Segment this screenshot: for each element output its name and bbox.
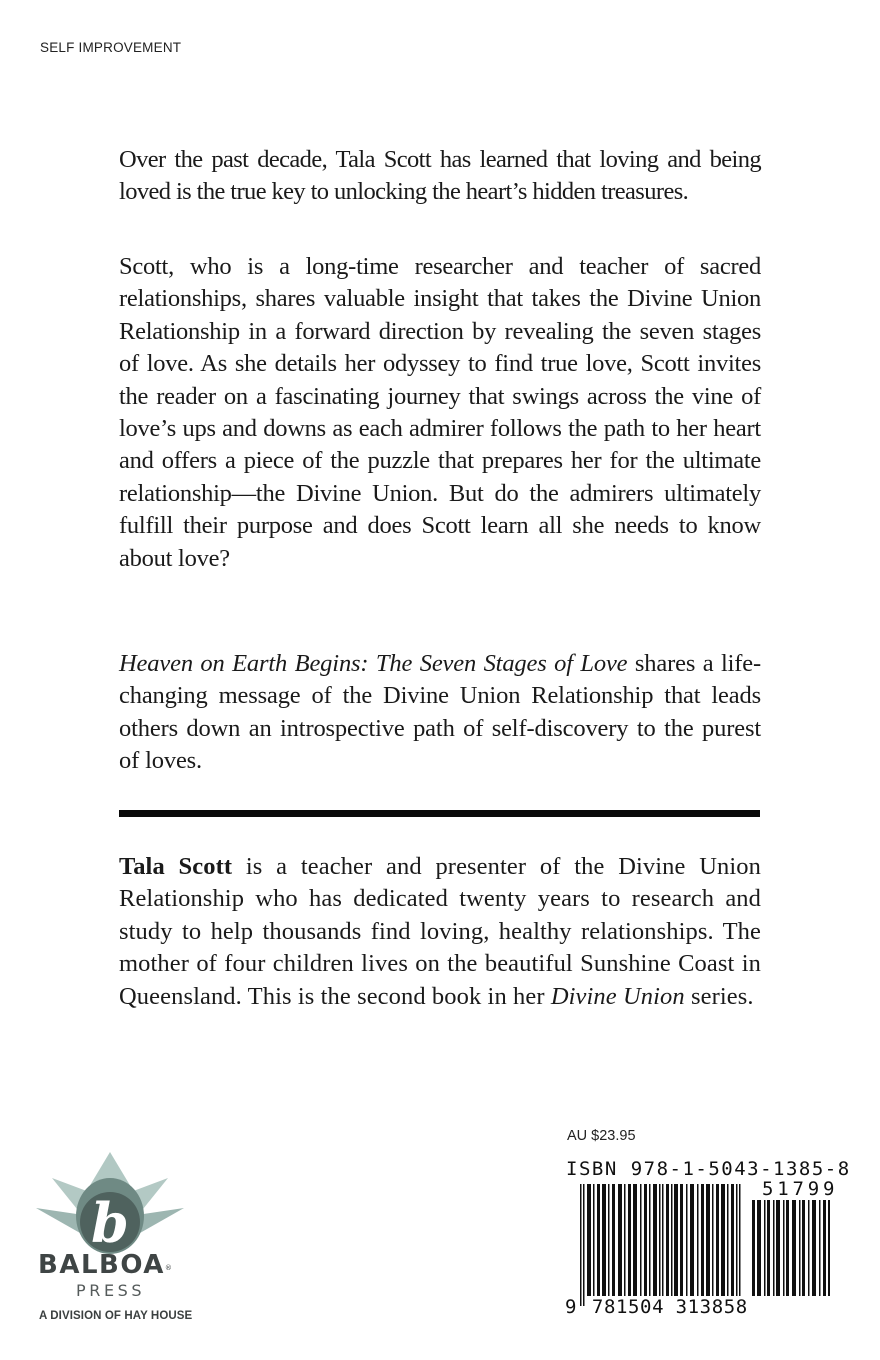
addon-digits: 51799 xyxy=(762,1178,839,1200)
barcode-icon xyxy=(580,1184,750,1306)
publisher-sub: PRESS xyxy=(76,1281,146,1300)
book-title-italic: Heaven on Earth Begins: The Seven Stages of Love xyxy=(119,650,628,677)
addon-barcode-icon xyxy=(752,1200,832,1296)
isbn-label: ISBN 978-1-5043-1385-8 xyxy=(566,1158,851,1180)
blurb-paragraph-2: Scott, who is a long-time researcher and teacher of sacred relationships, shares valuable insight that takes the Divine Union Relationship in a forward direction by revealing the seven stages of love. As she details her odyssey to find true love, Scott invites the reader on a fascinating journey that swings across the vine of love’s ups and downs as each admirer follows the path to her heart and offers a piece of the puzzle that prepares her for the ultimate relationship—the Divine Union. But do the admirers ultimately fulfill their purpose and does Scott learn all she needs to know about love? xyxy=(119,253,761,572)
barcode-digits-right: 313858 xyxy=(675,1296,748,1318)
barcode-digits-left: 781504 xyxy=(591,1296,665,1318)
author-bio xyxy=(119,851,761,1013)
balboa-lotus-logo-icon xyxy=(30,1150,200,1255)
series-title: Divine Union xyxy=(550,982,685,1010)
publisher-name-text: BALBOA xyxy=(38,1250,165,1280)
publisher-name xyxy=(38,1250,172,1280)
author-bio-text: is a teacher and presenter of the Divine Union Relationship who has dedicated twenty years to research and study to help thousands find loving, healthy relationships. The mother of four children lives on the beautiful Sunshine Coast in Queensland. This is the second book in her xyxy=(119,853,762,1010)
author-bio-end: series. xyxy=(684,982,754,1010)
author-name: Tala Scott xyxy=(119,853,233,880)
logo-letter: b xyxy=(91,1191,129,1255)
blurb-paragraph-3-text: shares a life-changing message of the Divine Union Relationship that leads others down an introspective path of self-discovery to the purest of loves. xyxy=(119,650,761,775)
category-label: SELF IMPROVEMENT xyxy=(40,40,182,55)
publisher-division: A DIVISION OF HAY HOUSE xyxy=(39,1310,193,1322)
divider-rule xyxy=(119,810,760,817)
registered-mark: ® xyxy=(164,1264,172,1272)
price-label: AU $23.95 xyxy=(567,1128,636,1144)
barcode-digits xyxy=(564,1296,749,1318)
blurb-paragraph-1: Over the past decade, Tala Scott has learned that loving and being loved is the true key to unlocking the heart’s hidden treasures. xyxy=(119,146,761,206)
barcode-digit-first: 9 xyxy=(565,1296,577,1318)
blurb-paragraph-3 xyxy=(119,648,761,778)
